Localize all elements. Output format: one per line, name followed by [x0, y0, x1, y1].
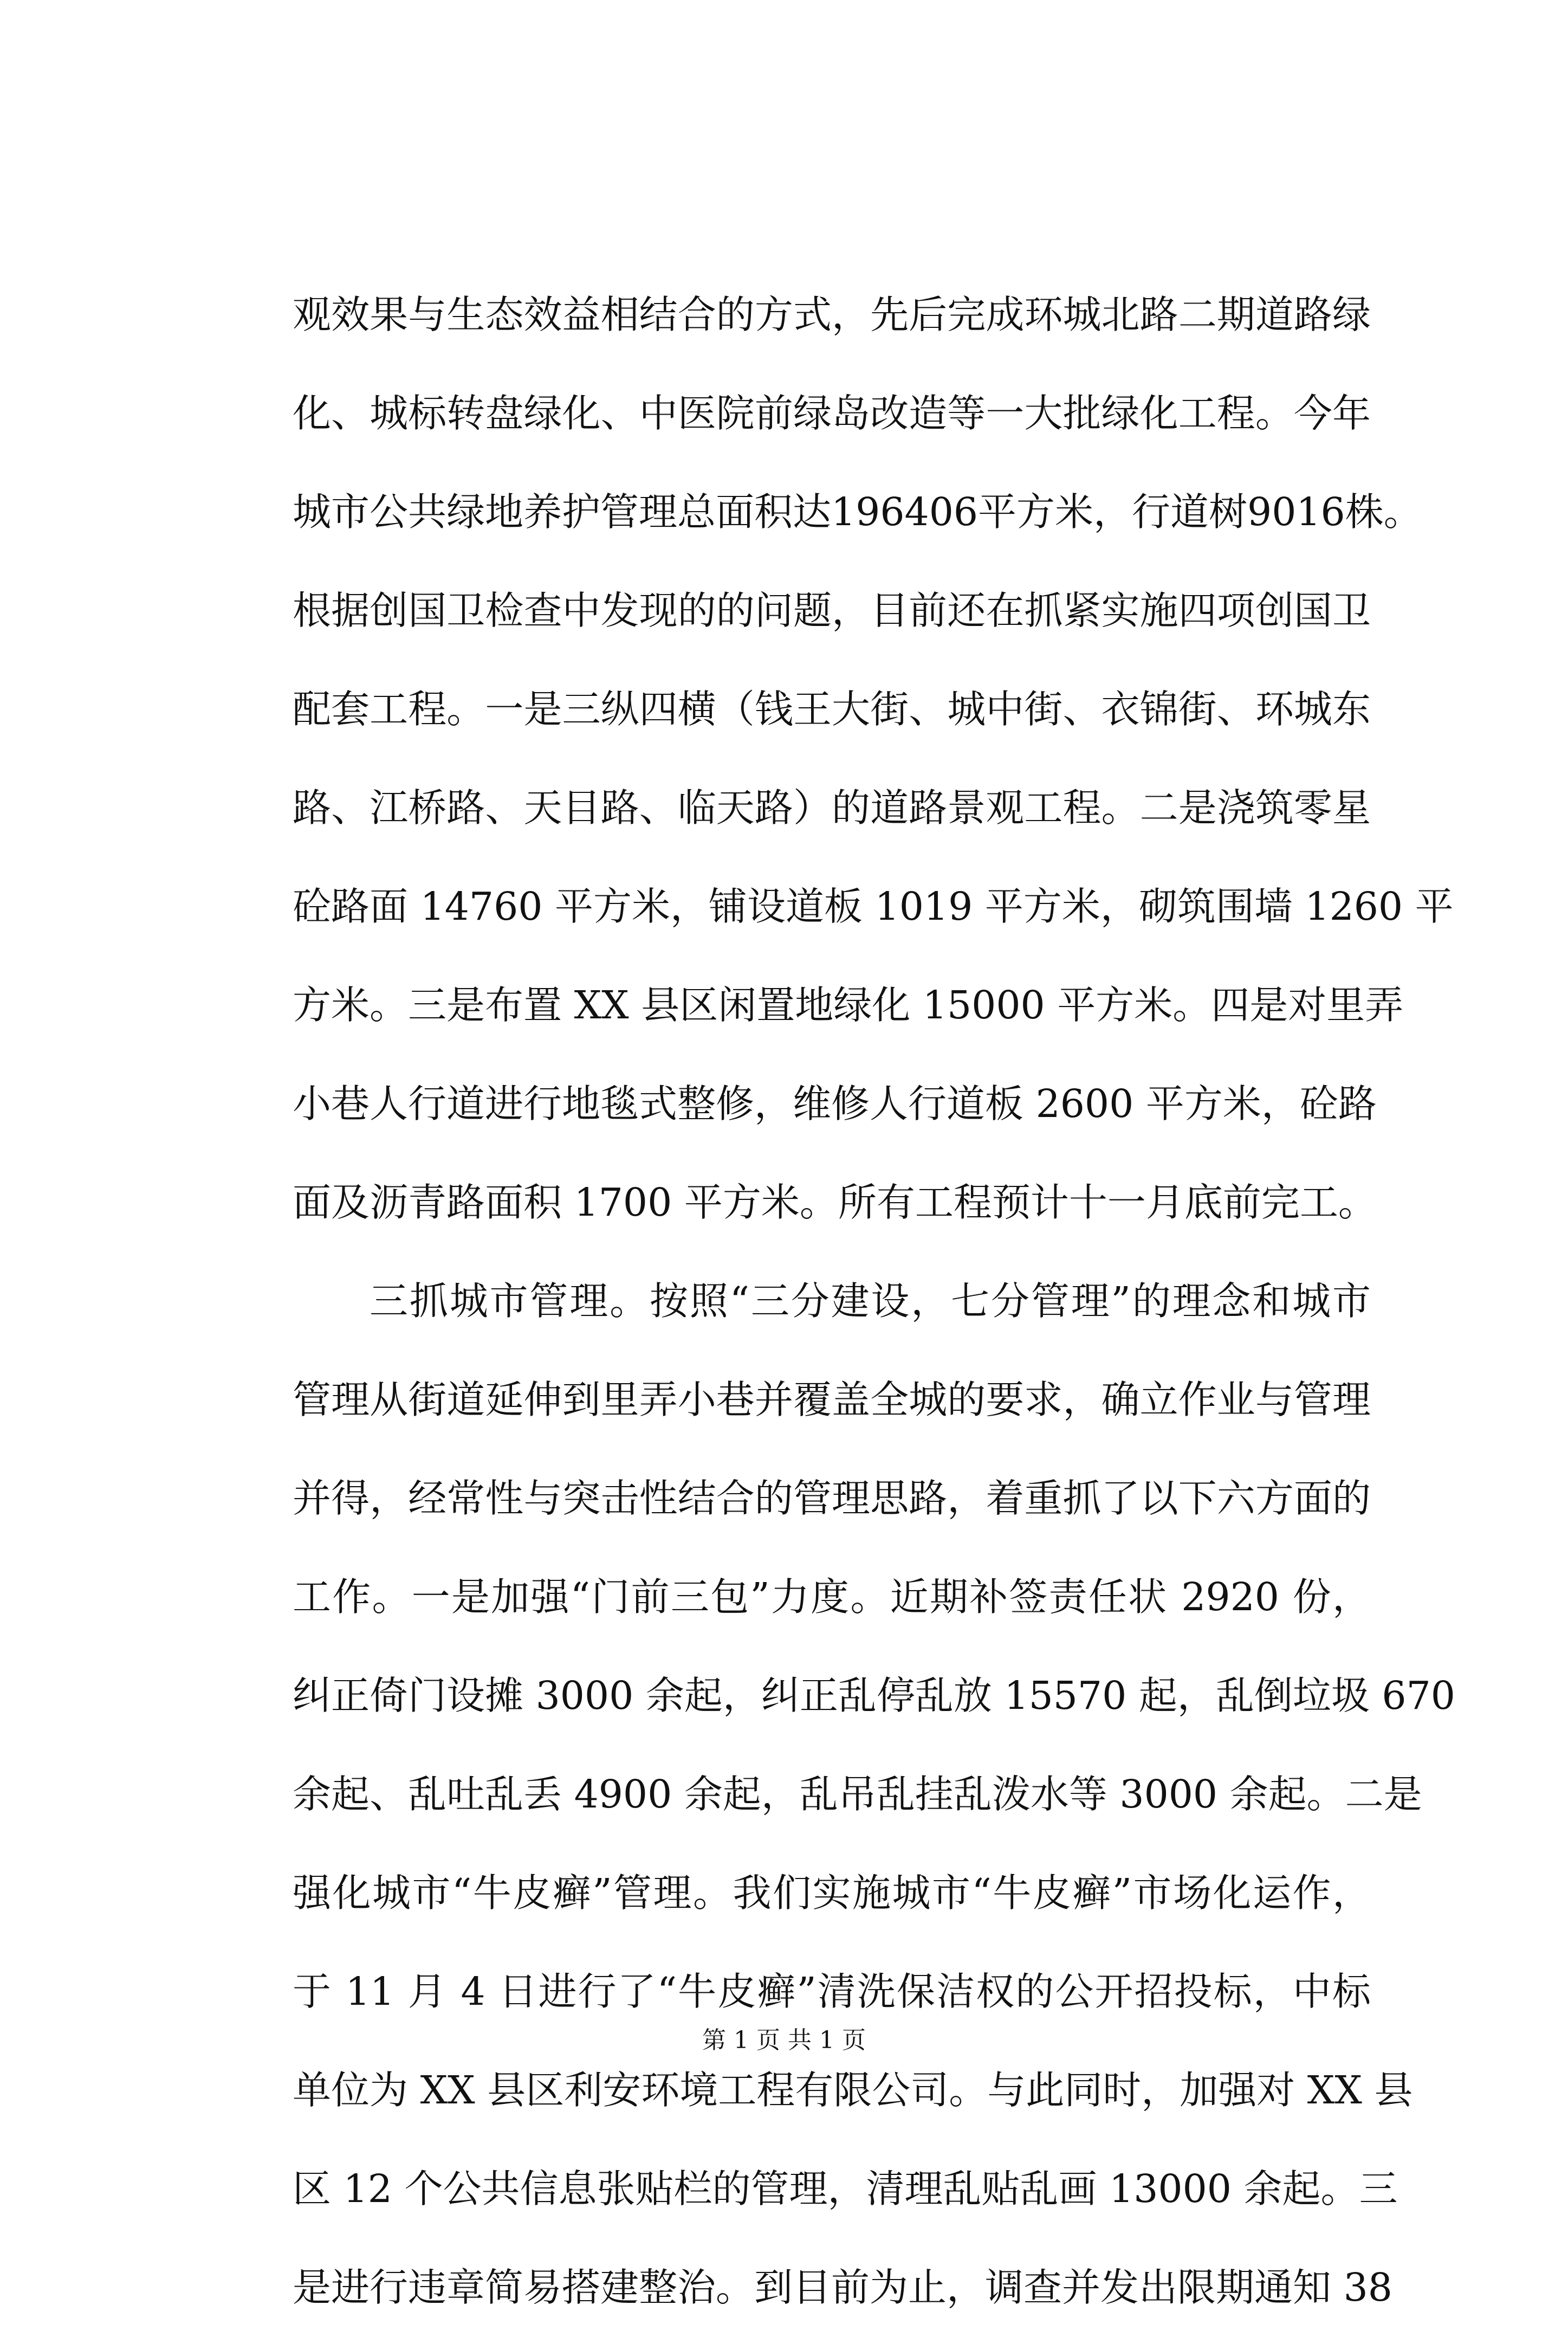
text-line: 管理从街道延伸到里弄小巷并覆盖全城的要求，确立作业与管理	[293, 1377, 1371, 1422]
text-line: 配套工程。一是三纵四横（钱王大街、城中街、衣锦街、环城东	[293, 687, 1371, 732]
text-line: 观效果与生态效益相结合的方式，先后完成环城北路二期道路绿	[293, 292, 1371, 337]
text-line: 纠正倚门设摊 3000 余起，纠正乱停乱放 15570 起，乱倒垃圾 670	[293, 1673, 1455, 1718]
text-line: 于 11 月 4 日进行了“牛皮癣”清洗保洁权的公开招投标，中标	[293, 1969, 1371, 2014]
text-line: 并得，经常性与突击性结合的管理思路，着重抓了以下六方面的	[293, 1476, 1371, 1521]
text-line: 强化城市“牛皮癣”管理。我们实施城市“牛皮癣”市场化运作，	[293, 1870, 1371, 1915]
text-line: 是进行违章简易搭建整治。到目前为止，调查并发出限期通知 38	[293, 2265, 1392, 2310]
text-line: 工作。一是加强“门前三包”力度。近期补签责任状 2920 份，	[293, 1574, 1371, 1619]
page-footer: 第 1 页 共 1 页	[702, 2026, 866, 2054]
paragraph-start-line: 三抓城市管理。按照“三分建设，七分管理”的理念和城市	[370, 1279, 1371, 1324]
text-line: 区 12 个公共信息张贴栏的管理，清理乱贴乱画 13000 余起。三	[293, 2166, 1398, 2211]
text-line: 城市公共绿地养护管理总面积达196406平方米，行道树9016株。	[293, 489, 1422, 534]
text-line: 根据创国卫检查中发现的的问题，目前还在抓紧实施四项创国卫	[293, 588, 1371, 633]
text-line: 面及沥青路面积 1700 平方米。所有工程预计十一月底前完工。	[293, 1180, 1377, 1225]
text-line: 路、江桥路、天目路、临天路）的道路景观工程。二是浇筑零星	[293, 785, 1371, 830]
text-line: 化、城标转盘绿化、中医院前绿岛改造等一大批绿化工程。今年	[293, 391, 1371, 436]
text-line: 单位为 XX 县区利安环境工程有限公司。与此同时，加强对 XX 县	[293, 2068, 1413, 2113]
text-line: 余起、乱吐乱丢 4900 余起，乱吊乱挂乱泼水等 3000 余起。二是	[293, 1772, 1422, 1817]
text-line: 小巷人行道进行地毯式整修，维修人行道板 2600 平方米，砼路	[293, 1081, 1377, 1126]
text-line: 砼路面 14760 平方米，铺设道板 1019 平方米，砌筑围墙 1260 平	[293, 884, 1454, 929]
text-line: 方米。三是布置 XX 县区闲置地绿化 15000 平方米。四是对里弄	[293, 983, 1404, 1028]
